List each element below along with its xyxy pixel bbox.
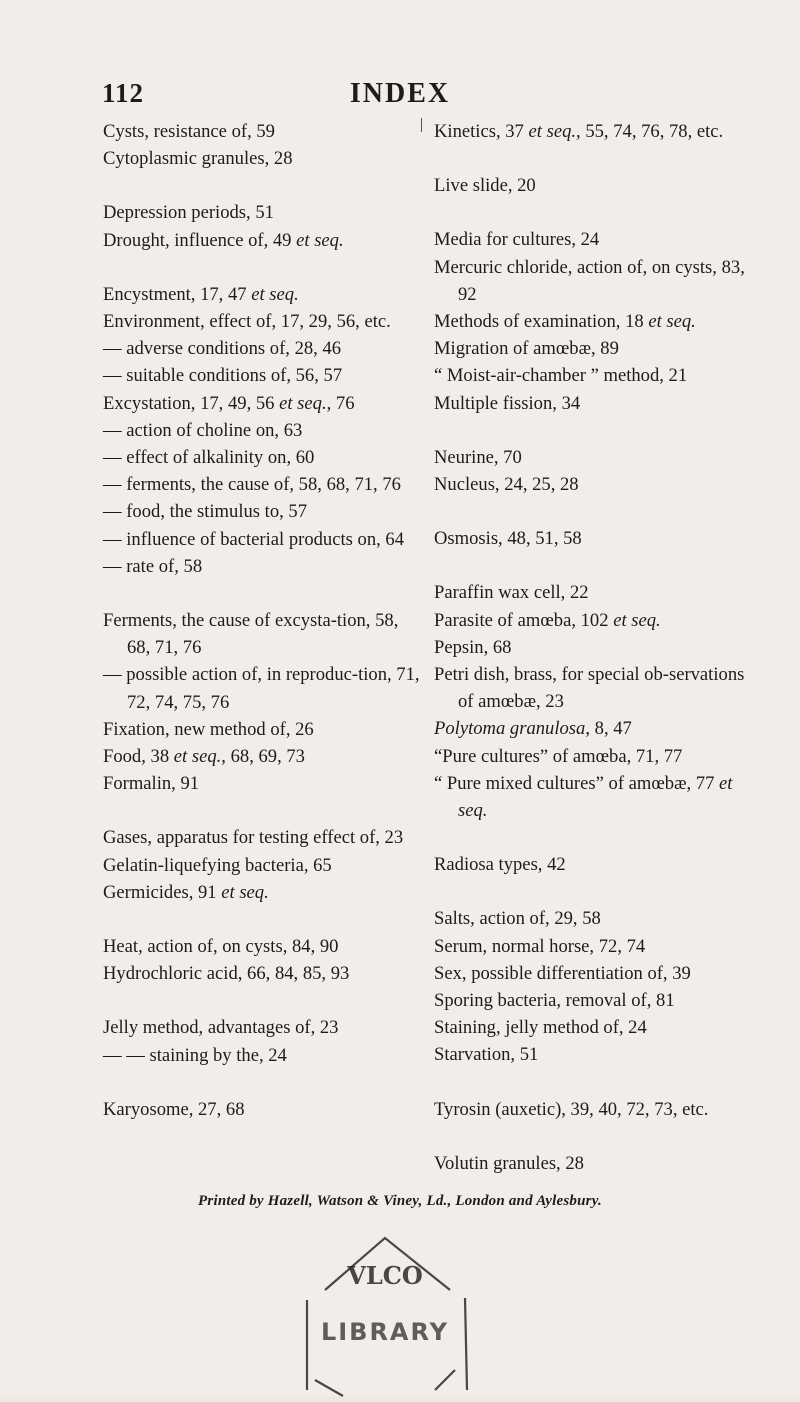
index-entry: Drought, influence of, 49 et seq. <box>103 229 344 251</box>
section-gap <box>434 552 764 579</box>
section-gap <box>434 199 764 226</box>
index-entry: Nucleus, 24, 25, 28 <box>434 474 579 496</box>
page-number: 112 <box>102 78 145 108</box>
index-entry: Gelatin-liquefying bacteria, 65 <box>103 854 332 876</box>
index-entry: Heat, action of, on cysts, 84, 90 <box>103 936 339 958</box>
index-entry: Osmosis, 48, 51, 58 <box>434 528 582 550</box>
index-entry: Fixation, new method of, 26 <box>103 718 314 740</box>
index-entry: Gases, apparatus for testing effect of, 23 <box>103 827 404 849</box>
index-entry: Tyrosin (auxetic), 39, 40, 72, 73, etc. <box>434 1098 709 1120</box>
index-entry: Ferments, the cause of excysta-tion, 58, 68, 71, 76 <box>103 610 399 659</box>
section-gap <box>103 172 423 199</box>
index-entry: Petri dish, brass, for special ob-servations of amœbæ, 23 <box>434 664 745 713</box>
index-entry: Salts, action of, 29, 58 <box>434 908 601 930</box>
stamp-top-text: VLCO <box>347 1261 423 1290</box>
index-entry: — suitable conditions of, 56, 57 <box>103 365 343 387</box>
index-entry: Multiple fission, 34 <box>434 392 581 414</box>
section-gap <box>434 824 764 851</box>
section-gap <box>434 498 764 525</box>
index-entry: Germicides, 91 et seq. <box>103 881 269 903</box>
index-entry: Sporing bacteria, removal of, 81 <box>434 990 675 1012</box>
index-entry: Media for cultures, 24 <box>434 229 600 251</box>
index-entry: — adverse conditions of, 28, 46 <box>103 338 342 360</box>
index-entry: “ Pure mixed cultures” of amœbæ, 77 et seq. <box>434 772 733 822</box>
section-gap <box>103 906 423 933</box>
index-entry: Volutin granules, 28 <box>434 1152 584 1174</box>
index-entry: Parasite of amœba, 102 et seq. <box>434 609 661 631</box>
index-entry: Live slide, 20 <box>434 175 536 197</box>
index-entry: — influence of bacterial products on, 64 <box>103 528 405 550</box>
index-entry: — effect of alkalinity on, 60 <box>103 447 315 469</box>
index-entry: — possible action of, in reproduc-tion, 71, 72, 74, 75, 76 <box>103 664 420 713</box>
section-gap <box>434 1123 764 1150</box>
index-entry: Methods of examination, 18 et seq. <box>434 311 696 333</box>
stamp-library-text: LIBRARY <box>320 1318 450 1346</box>
index-entry: Jelly method, advantages of, 23 <box>103 1017 339 1039</box>
index-entry: Paraffin wax cell, 22 <box>434 582 589 604</box>
section-gap <box>434 417 764 444</box>
index-entry: Polytoma granulosa, 8, 47 <box>434 718 632 740</box>
index-entry: Pepsin, 68 <box>434 636 512 658</box>
index-entry: — rate of, 58 <box>103 555 203 577</box>
index-entry: Encystment, 17, 47 et seq. <box>103 283 299 305</box>
section-gap <box>103 797 423 824</box>
index-entry: Kinetics, 37 et seq., 55, 74, 76, 78, etc. <box>434 121 724 142</box>
index-entry: Sex, possible differentiation of, 39 <box>434 962 691 984</box>
index-entry: Migration of amœbæ, 89 <box>434 338 619 360</box>
index-entry: “Pure cultures” of amœba, 71, 77 <box>434 745 683 767</box>
section-gap <box>103 580 423 607</box>
section-gap <box>103 987 423 1014</box>
index-entry: Mercuric chloride, action of, on cysts, 83, 92 <box>434 256 745 305</box>
index-entry: Environment, effect of, 17, 29, 56, etc. <box>103 311 391 333</box>
index-entry: Depression periods, 51 <box>103 202 274 224</box>
index-entry: “ Moist-air-chamber ” method, 21 <box>434 365 688 387</box>
index-entry: — action of choline on, 63 <box>103 419 303 441</box>
index-column-right <box>434 118 764 1177</box>
index-entry: Neurine, 70 <box>434 446 522 468</box>
index-entry: Cytoplasmic granules, 28 <box>103 148 293 170</box>
index-entry: Formalin, 91 <box>103 773 200 795</box>
index-entry: — food, the stimulus to, 57 <box>103 501 308 523</box>
library-stamp <box>285 1230 485 1397</box>
index-entry: Karyosome, 27, 68 <box>103 1098 245 1120</box>
section-gap <box>434 878 764 905</box>
index-entry: Staining, jelly method of, 24 <box>434 1017 647 1039</box>
section-gap <box>434 1069 764 1096</box>
index-entry: Radiosa types, 42 <box>434 854 566 876</box>
index-entry: — ferments, the cause of, 58, 68, 71, 76 <box>103 474 401 496</box>
index-entry: Starvation, 51 <box>434 1044 539 1066</box>
section-gap <box>434 145 764 172</box>
index-entry: — — staining by the, 24 <box>103 1044 287 1066</box>
page-title: INDEX <box>349 78 451 109</box>
printer-imprint: Printed by Hazell, Watson & Viney, Ld., London and Aylesbury. <box>198 1193 602 1209</box>
index-entry: Serum, normal horse, 72, 74 <box>434 935 646 957</box>
index-entry: Cysts, resistance of, 59 <box>103 121 275 142</box>
index-entry: Food, 38 et seq., 68, 69, 73 <box>103 746 305 768</box>
section-gap <box>103 254 423 281</box>
index-entry: Hydrochloric acid, 66, 84, 85, 93 <box>103 963 350 985</box>
index-column-left <box>103 118 423 1123</box>
section-gap <box>103 1069 423 1096</box>
index-entry: Excystation, 17, 49, 56 et seq., 76 <box>103 392 355 414</box>
